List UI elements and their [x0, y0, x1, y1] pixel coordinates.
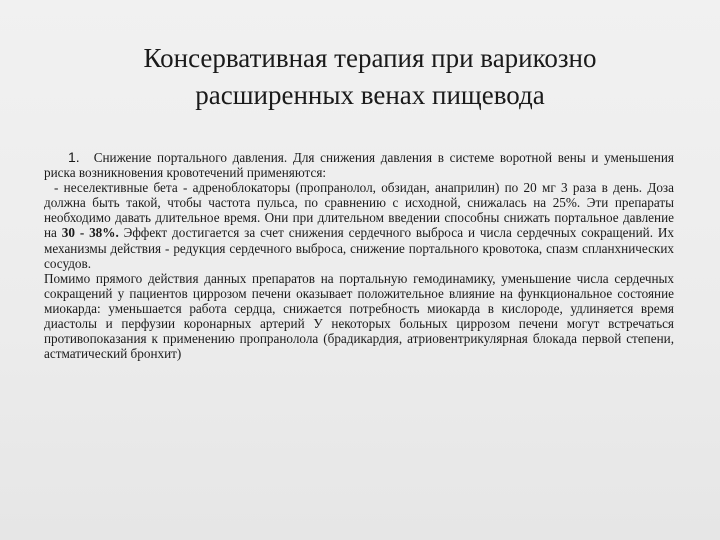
paragraph-1-text: Снижение портального давления. Для снижения давления в системе воротной вены и уменьшения риска возникновения кровотечений применяются: [44, 150, 674, 181]
paragraph-portal-pressure [44, 150, 674, 180]
item-number: 1. [68, 149, 80, 165]
slide-title [60, 40, 680, 114]
paragraph-additional-effects: Помимо прямого действия данных препаратов на портальную гемодинамику, уменьшение числа сердечных сокращений у пациентов циррозом печени оказывает положительное влияние на функциональное состояние миокарда: уменьшается работа сердца, снижается потребность миокарда в кислороде, удлиняется время диастолы и перфузии коронарных артерий У некоторых больных циррозом печени могут встречаться противопоказания к применению пропранолола (брадикардия, атриовентрикулярная блокада первой степени, астматический бронхит) [44, 270, 674, 362]
paragraph-beta-blockers [44, 180, 674, 271]
paragraph-2-text-a: - неселективные бета - адреноблокаторы (пропранолол, обзидан, анаприлин) по 20 мг 3 раза в день. Доза должна быть такой, чтобы частота пульса, по сравнению с исходной, снижалась на 25%. Эти препараты необходимо давать длительное время. Они при длительном введении способны снижать портальное давление на [44, 180, 674, 241]
paragraph-2-text-b: Эффект достигается за счет снижения сердечного выброса и числа сердечных сокращений. Их механизмы действия - редукция сердечного выброса, снижение портального кровотока, спазм спланхнических сосудов. [44, 225, 674, 271]
paragraph-2-bold-value: 30 - 38%. [61, 225, 119, 241]
title-line-1: Консервативная терапия при варикозно [143, 43, 597, 73]
slide-body [44, 150, 674, 361]
title-line-2: расширенных венах пищевода [195, 80, 545, 110]
